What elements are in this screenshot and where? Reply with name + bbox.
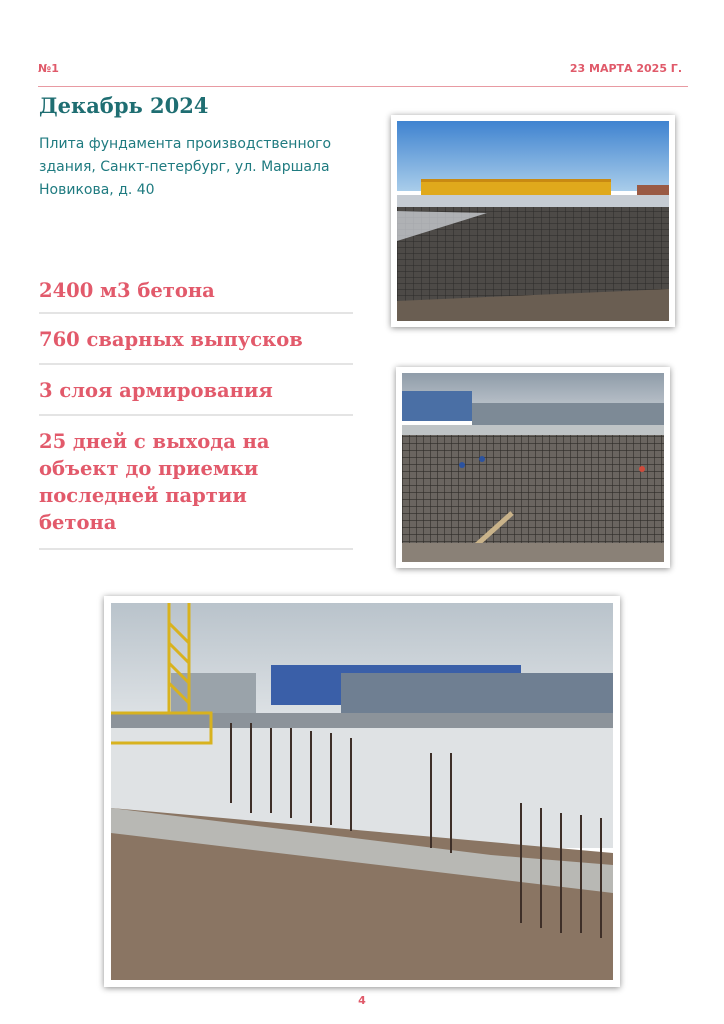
stat-reinforcement-layers: 3 слоя армирования	[39, 379, 273, 402]
stat-concrete-volume: 2400 м3 бетона	[39, 279, 215, 302]
workers-on-rebar-foundation-photo	[396, 367, 670, 568]
stat-divider	[39, 363, 353, 365]
foundation-rebar-columns-with-crane-photo	[104, 596, 620, 987]
stat-divider	[39, 312, 353, 314]
stat-divider	[39, 414, 353, 416]
page-number: 4	[358, 994, 366, 1007]
stat-welded-outlets: 760 сварных выпусков	[39, 328, 303, 351]
stats-list	[39, 277, 353, 550]
page-title: Декабрь 2024	[39, 93, 209, 118]
project-description: Плита фундамента производственного здания, Санкт-петербург, ул. Маршала Новикова, д. 40	[39, 136, 332, 198]
stat-duration: 25 дней с выхода на объект до приемки последней партии бетона	[39, 430, 270, 534]
header-divider	[38, 86, 688, 87]
stat-divider	[39, 548, 353, 550]
issue-number: №1	[38, 62, 59, 75]
construction-site-rebar-slab-photo	[391, 115, 675, 327]
issue-date: 23 МАРТА 2025 Г.	[569, 62, 682, 75]
